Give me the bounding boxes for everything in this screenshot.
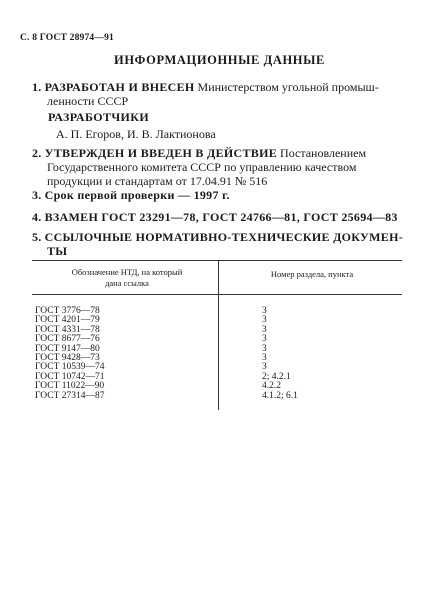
- developers-title: РАЗРАБОТЧИКИ: [48, 110, 150, 124]
- section-2-bold: УТВЕРЖДЕН И ВВЕДЕН В ДЕЙСТВИЕ: [44, 146, 278, 160]
- table-cell-ref: 2; 4.2.1: [262, 371, 291, 382]
- table-header-rule: [32, 294, 402, 295]
- section-5-num: 5.: [32, 230, 42, 244]
- table-cell-doc: ГОСТ 4201—79: [35, 315, 100, 326]
- section-4-num: 4.: [32, 210, 42, 224]
- section-3-num: 3.: [32, 188, 42, 202]
- table-cell-ref: 4.2.2: [262, 381, 281, 392]
- table-cell-doc: ГОСТ 27314—87: [35, 390, 105, 401]
- info-title: ИНФОРМАЦИОННЫЕ ДАННЫЕ: [114, 53, 325, 67]
- section-1-bold: РАЗРАБОТАН И ВНЕСЕН: [44, 80, 195, 94]
- table-header-col1-line2: дана ссылка: [105, 278, 149, 288]
- table-cell-doc: ГОСТ 11022—90: [35, 381, 105, 392]
- table-cell-ref: 4.1.2; 6.1: [262, 390, 298, 401]
- table-header-col1-line1: Обозначение НТД, на который: [71, 267, 183, 277]
- table-cell-doc: ГОСТ 9428—73: [35, 352, 100, 363]
- section-3: [32, 188, 230, 202]
- section-5-line1: ССЫЛОЧНЫЕ НОРМАТИВНО-ТЕХНИЧЕСКИЕ ДОКУМЕН-: [44, 230, 404, 244]
- section-2-line2: Государственного комитета СССР по управлению качеством: [47, 160, 357, 174]
- section-1-text: Министерством угольной промыш-: [194, 80, 379, 94]
- section-5-line2: ТЫ: [47, 244, 68, 258]
- section-2: [32, 146, 422, 188]
- table-cell-ref: 3: [262, 315, 267, 326]
- table-cell-ref: 3: [262, 362, 267, 373]
- table-header-col1: [42, 267, 212, 289]
- section-4-text: ВЗАМЕН ГОСТ 23291—78, ГОСТ 24766—81, ГОСТ 25694—83: [44, 210, 398, 224]
- table-cell-doc: ГОСТ 10742—71: [35, 371, 105, 382]
- section-3-text: Срок первой проверки — 1997 г.: [44, 188, 230, 202]
- table-cell-doc: ГОСТ 10539—74: [35, 362, 105, 373]
- table-cell-ref: 3: [262, 352, 267, 363]
- section-2-num: 2.: [32, 146, 42, 160]
- section-5: [32, 230, 422, 258]
- section-2-line3: продукции и стандартам от 17.04.91 № 516: [47, 174, 268, 188]
- reference-table: [32, 260, 402, 420]
- table-cell-ref: 3: [262, 324, 267, 335]
- section-1-num: 1.: [32, 80, 42, 94]
- table-cell-doc: ГОСТ 9147—80: [35, 343, 100, 354]
- table-cell-ref: 3: [262, 334, 267, 345]
- developers-names: А. П. Егоров, И. В. Лактионова: [56, 127, 216, 141]
- table-row: [35, 392, 405, 401]
- section-2-text: Постановлением: [277, 146, 367, 160]
- section-4: [32, 210, 398, 224]
- table-cell-doc: ГОСТ 3776—78: [35, 306, 100, 316]
- section-1-cont: ленности СССР: [47, 94, 129, 108]
- table-cell-ref: 3: [262, 306, 267, 316]
- table-cell-doc: ГОСТ 8677—76: [35, 334, 100, 345]
- table-top-rule: [32, 260, 402, 261]
- section-1: [32, 80, 417, 108]
- table-header-col2: Номер раздела, пункта: [270, 269, 354, 279]
- table-cell-doc: ГОСТ 4331—78: [35, 324, 100, 335]
- table-cell-ref: 3: [262, 343, 267, 354]
- page-header: С. 8 ГОСТ 28974—91: [20, 33, 114, 43]
- table-rows: [35, 307, 405, 401]
